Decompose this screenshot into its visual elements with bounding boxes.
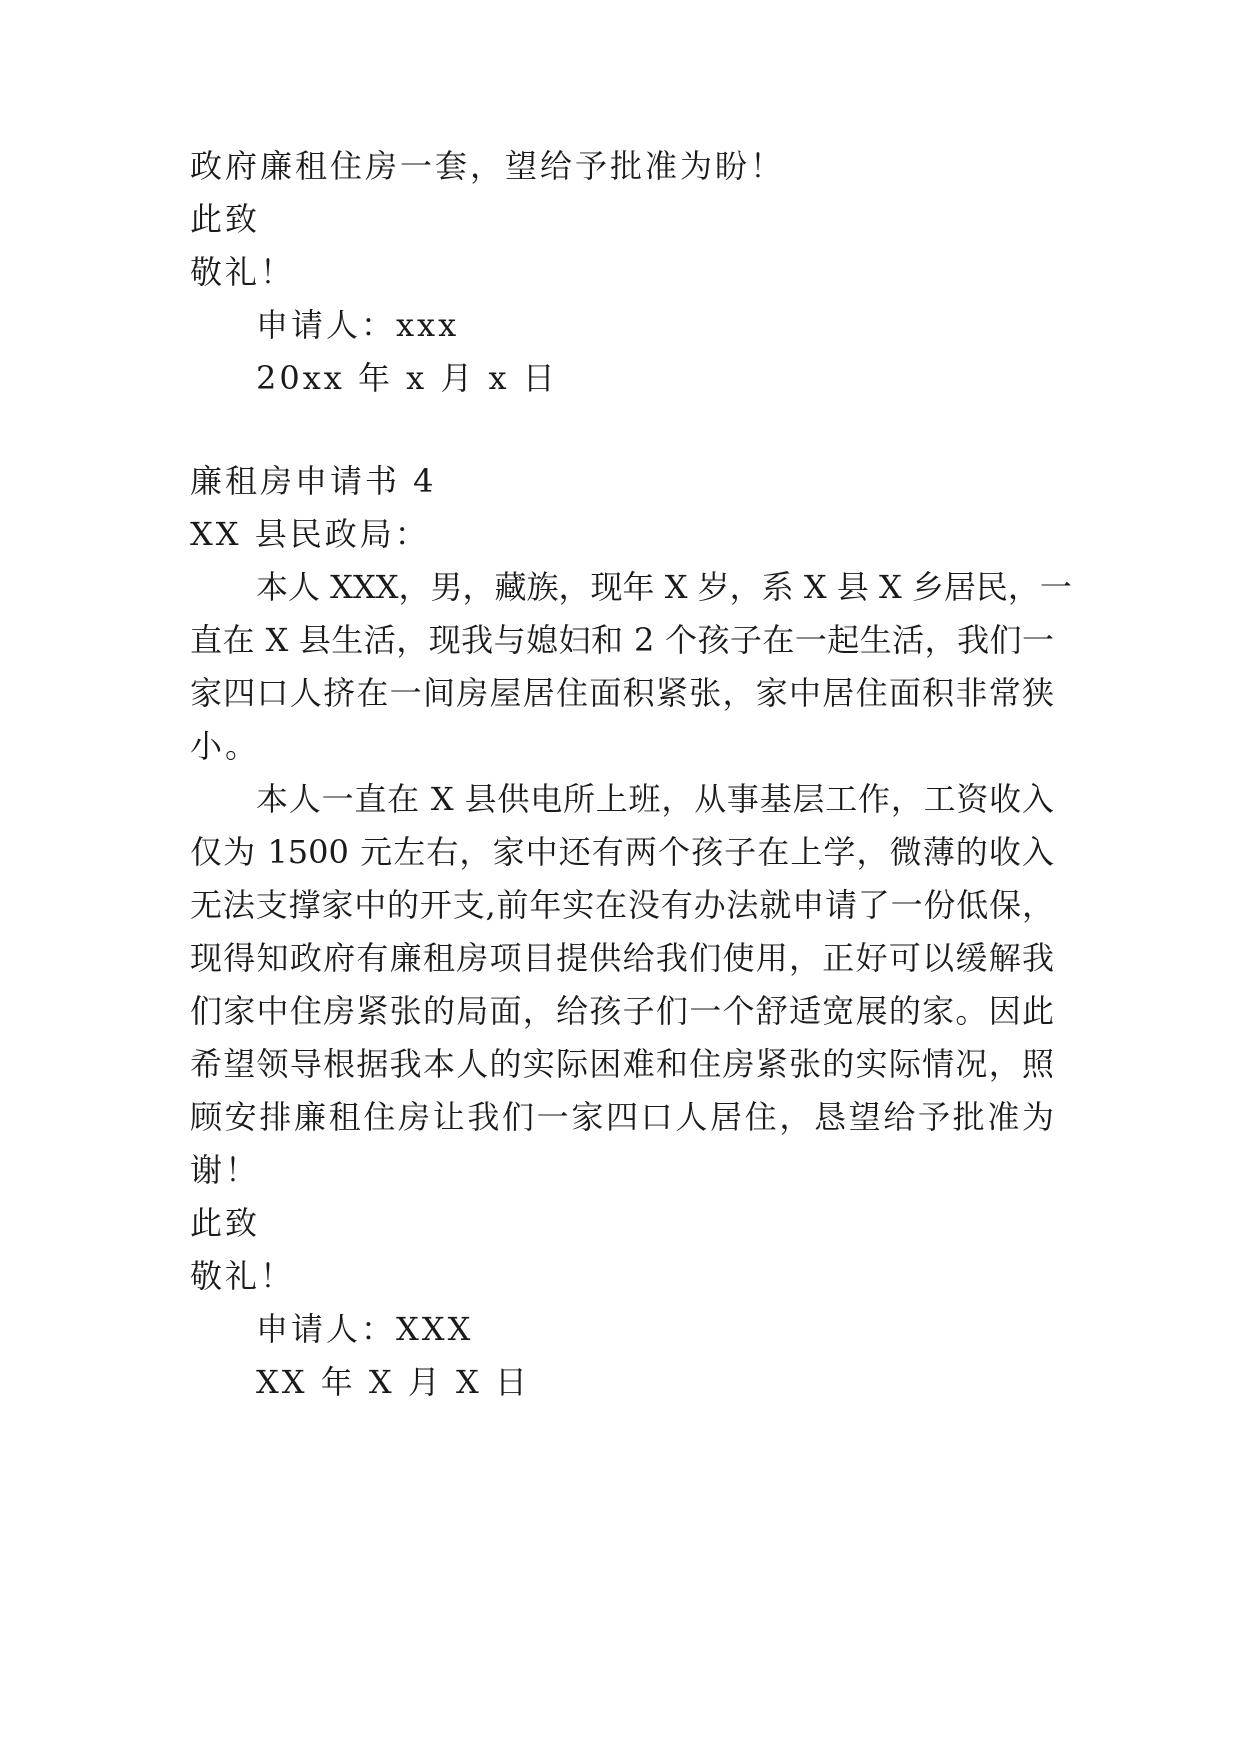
paragraph-1-line: 家四口人挤在一间房屋居住面积紧张，家中居住面积非常狭 bbox=[190, 674, 1054, 712]
paragraph-1-line: 直在 X 县生活，现我与媳妇和 2 个孩子在一起生活，我们一 bbox=[190, 621, 1054, 659]
letter-title: 廉租房申请书 4 bbox=[190, 462, 437, 500]
paragraph-2-line: 仅为 1500 元左右，家中还有两个孩子在上学，微薄的收入 bbox=[190, 833, 1054, 871]
paragraph-2-line: 现得知政府有廉租房项目提供给我们使用，正好可以缓解我 bbox=[190, 939, 1054, 977]
applicant-signature: 申请人：xxx bbox=[256, 306, 460, 344]
paragraph-2-line: 本人一直在 X 县供电所上班，从事基层工作，工资收入 bbox=[256, 780, 1054, 818]
paragraph-2-line: 无法支撑家中的开支,前年实在没有办法就申请了一份低保， bbox=[190, 886, 1054, 924]
closing-text: 政府廉租住房一套，望给予批准为盼！ bbox=[190, 147, 786, 185]
paragraph-1-line: 小。 bbox=[190, 727, 261, 765]
paragraph-2-line: 顾安排廉租住房让我们一家四口人居住，恳望给予批准为 bbox=[190, 1098, 1054, 1136]
paragraph-2-line: 希望领导根据我本人的实际困难和住房紧张的实际情况，照 bbox=[190, 1045, 1054, 1083]
paragraph-1-line: 本人 XXX，男，藏族，现年 X 岁，系 X 县 X 乡居民，一 bbox=[256, 568, 1072, 606]
recipient: XX 县民政局： bbox=[190, 515, 430, 553]
salutation-line-1: 此致 bbox=[190, 1204, 261, 1242]
paragraph-2-line: 谢！ bbox=[190, 1151, 261, 1189]
salutation-line-2: 敬礼！ bbox=[190, 1257, 296, 1295]
signature-date: 20xx 年 x 月 x 日 bbox=[256, 359, 558, 397]
signature-date: XX 年 X 月 X 日 bbox=[256, 1363, 530, 1401]
paragraph-2-line: 们家中住房紧张的局面，给孩子们一个舒适宽展的家。因此 bbox=[190, 992, 1054, 1030]
salutation-line-1: 此致 bbox=[190, 200, 261, 238]
applicant-signature: 申请人：XXX bbox=[256, 1310, 474, 1348]
salutation-line-2: 敬礼！ bbox=[190, 253, 296, 291]
